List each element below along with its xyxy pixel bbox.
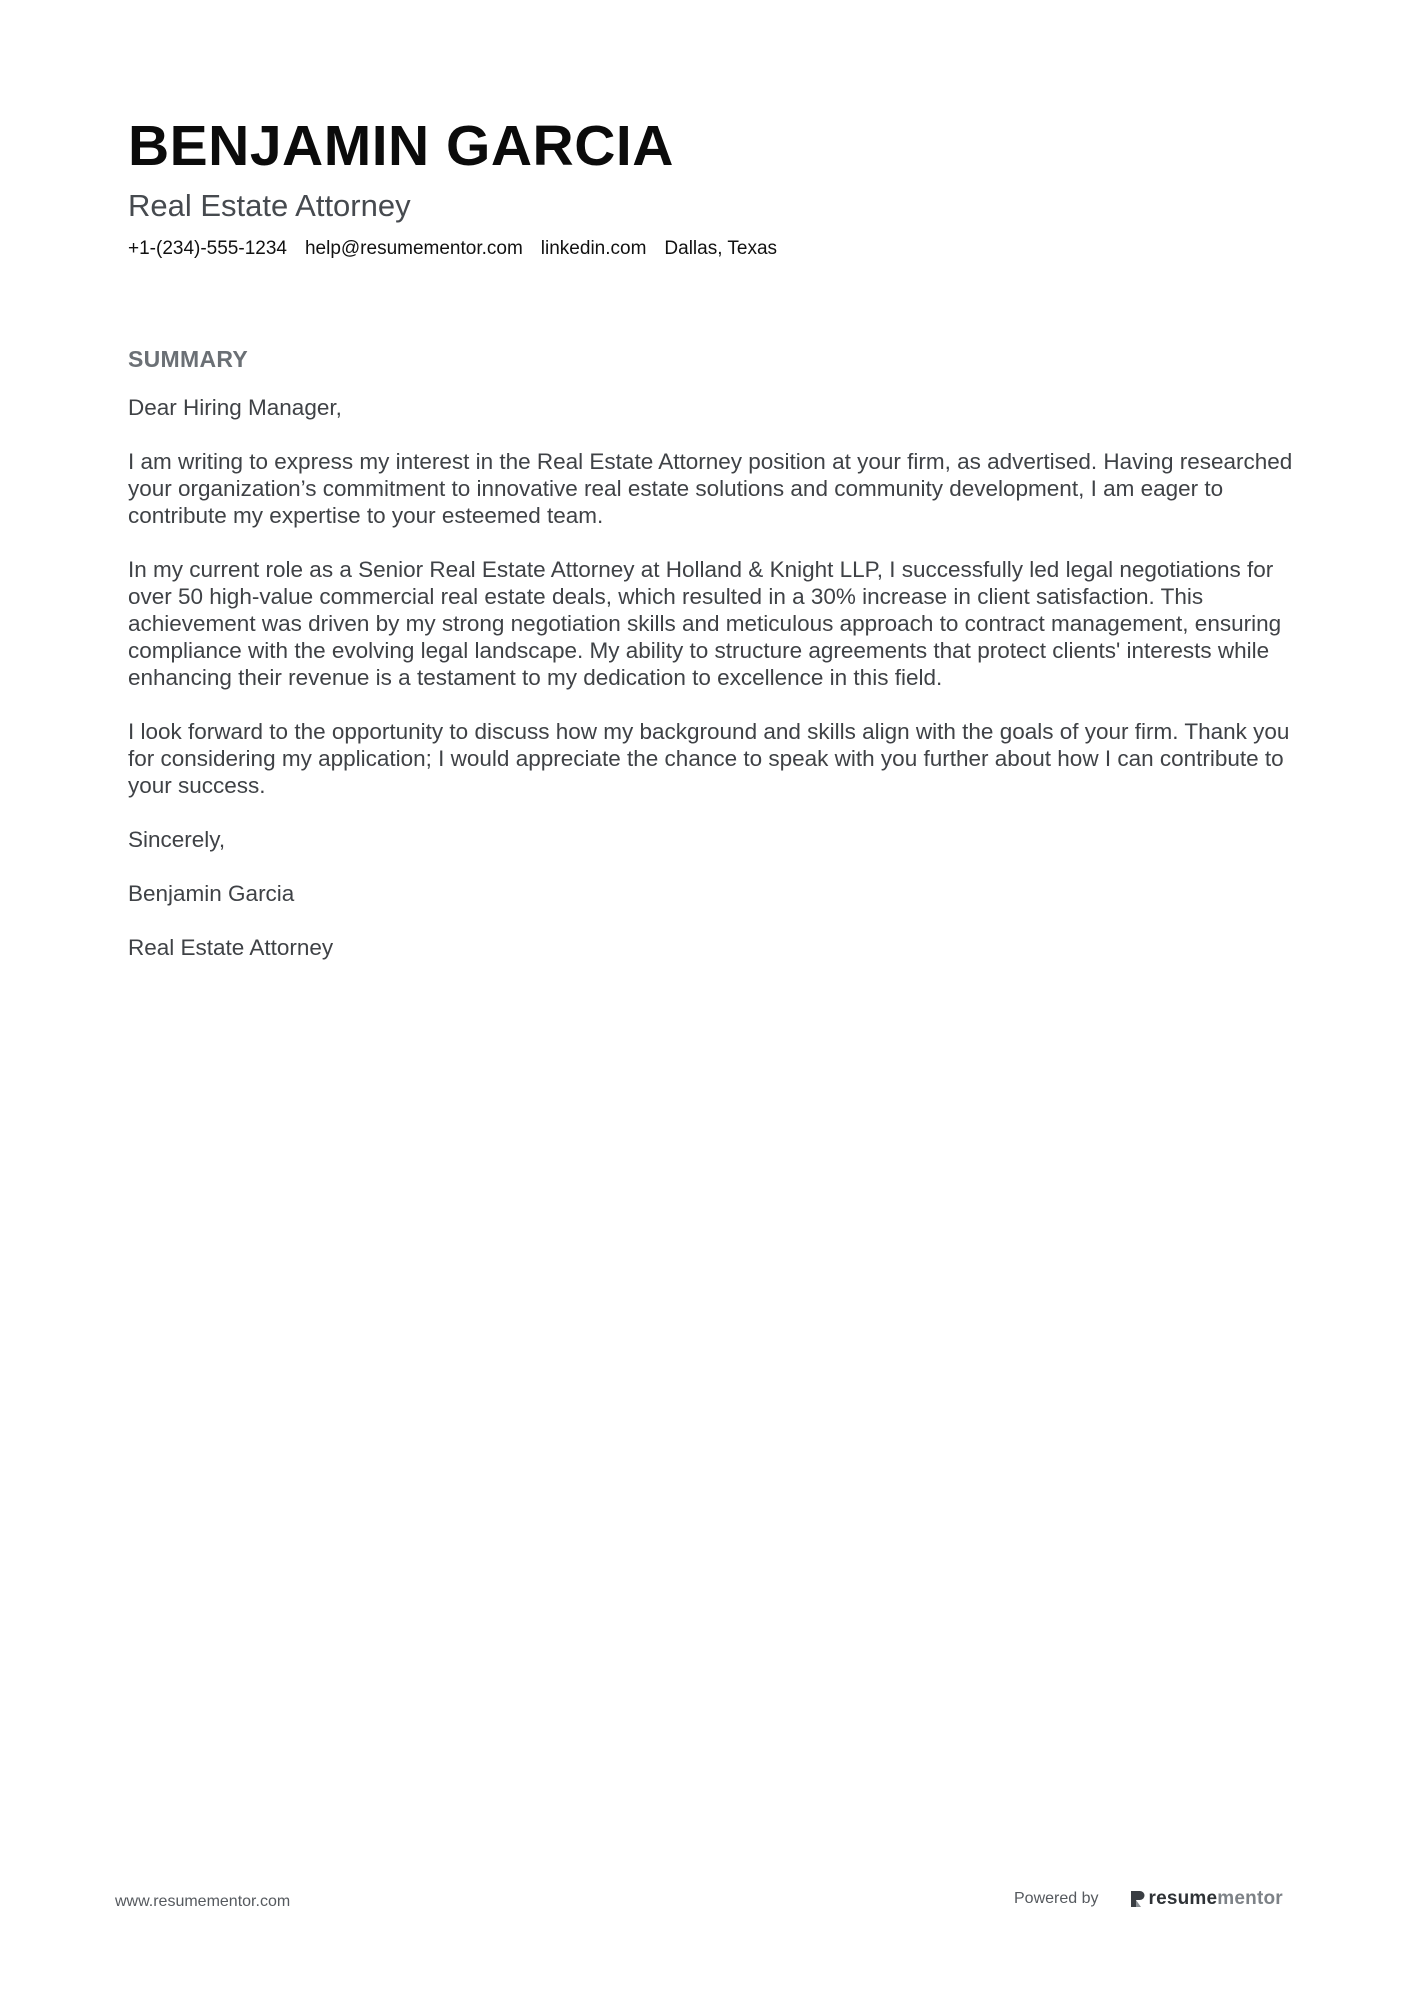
contact-info [128,236,1298,262]
footer-website: www.resumementor.com [115,1893,291,1910]
letter-body [128,394,1298,961]
brand-name-light: mentor [1217,1888,1283,1909]
powered-by-label: Powered by [1014,1890,1099,1907]
letter-paragraph: I look forward to the opportunity to discuss how my background and skills align with the goals of your firm. Thank you for considering my application; I would appreciate the chance to speak with you further about how I can contribute to your success. [128,719,1290,798]
contact-phone: +1-(234)-555-1234 [128,238,287,259]
contact-location: Dallas, Texas [664,238,778,259]
resumementor-logo-icon [1129,1889,1145,1909]
letter-greeting: Dear Hiring Manager, [128,395,342,420]
contact-email: help@resumementor.com [304,238,523,259]
candidate-name: BENJAMIN GARCIA [128,114,674,178]
brand-logo [1129,1888,1283,1910]
cover-letter-page [128,108,1298,988]
letter-closing: Sincerely, [128,827,226,852]
footer-branding [1014,1888,1283,1910]
letter-paragraph: In my current role as a Senior Real Estate Attorney at Holland & Knight LLP, I successfully led legal negotiations for over 50 high-value commercial real estate deals, which resulted in a 30% increase in client satisfaction. This achievement was driven by my strong negotiation skills and meticulous approach to contract management, ensuring compliance with the evolving legal landscape. My ability to structure agreements that protect clients' interests while enhancing their revenue is a testament to my dedication to excellence in this field. [128,557,1282,690]
brand-name-strong: resume [1148,1888,1218,1909]
contact-linkedin: linkedin.com [540,238,647,259]
candidate-title: Real Estate Attorney [128,188,411,223]
summary-heading: SUMMARY [128,346,249,372]
signature-name: Benjamin Garcia [128,881,295,906]
signature-title: Real Estate Attorney [128,935,334,960]
letter-paragraph: I am writing to express my interest in the Real Estate Attorney position at your firm, as advertised. Having researched your organization’s commitment to innovative real estate solutions and community development, I am eager to contribute my expertise to your esteemed team. [128,449,1293,528]
